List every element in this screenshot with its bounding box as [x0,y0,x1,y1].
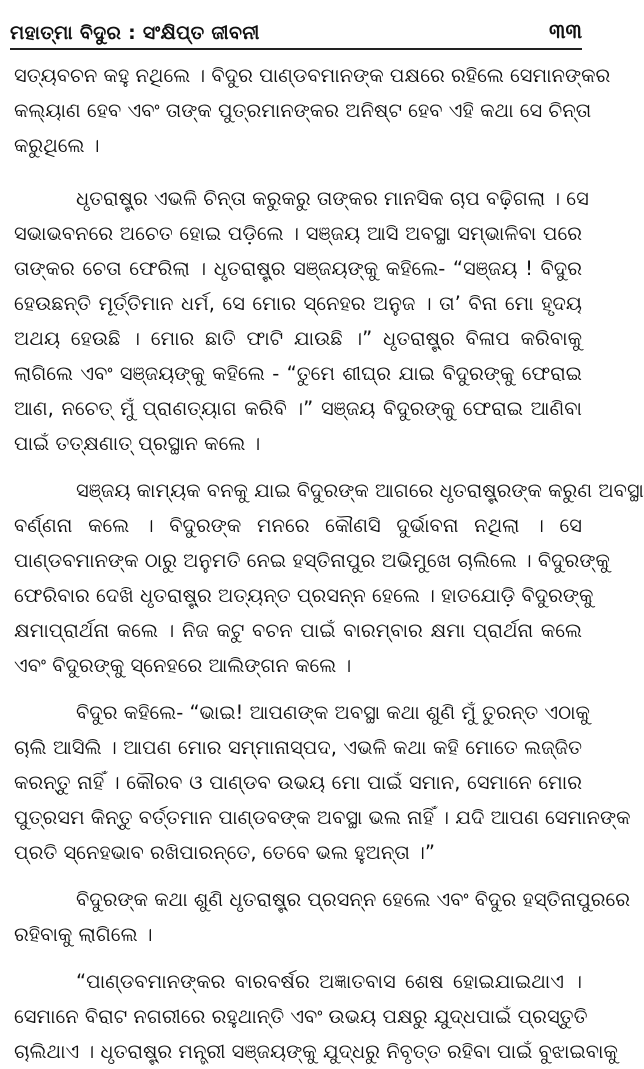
text-line: ସେମାନେ ବିରାଟ ନଗରୀରେ ରହୁଥାନ୍ତି ଏବଂ ଉଭୟ ପକ୍ଷରୁ ଯୁଦ୍ଧପାଇଁ ପ୍ରସ୍ତୁତି [14,1005,588,1028]
text-line: ଅଥୟ ହେଉଛି । ମୋର ଛାତି ଫାଟି ଯାଉଛି ।” ଧୃତରାଷ୍ଟ୍ର ବିଳାପ କରିବାକୁ [14,327,582,350]
text-line: ପ୍ରତି ସ୍ନେହଭାବ ରଖିପାରନ୍ତେ, ତେବେ ଭଲ ହୁଅନ୍ତା ।” [14,841,435,864]
paragraph [14,58,611,163]
text-line: ବିଦୁରଙ୍କ କଥା ଶୁଣି ଧୃତରାଷ୍ଟ୍ର ପ୍ରସନ୍ନ ହେଲେ ଏବଂ ବିଦୁର ହସ୍ତିନାପୁରରେ [76,888,631,911]
text-line: ଏବଂ ବିଦୁରଙ୍କୁ ସ୍ନେହରେ ଆଲିଙ୍ଗନ କଲେ । [14,654,352,677]
page-number: ୩୩ [548,19,582,43]
running-header [10,8,582,50]
paragraph [14,882,631,952]
text-line: ସଭାଭବନରେ ଅଚେତ ହୋଇ ପଡ଼ିଲେ । ସଞ୍ଜୟ ଆସି ଅବସ୍ଥା ସମ୍ଭାଳିବା ପରେ [14,222,582,245]
text-line: କରନ୍ତୁ ନାହିଁ । କୌରବ ଓ ପାଣ୍ଡବ ଉଭୟ ମୋ ପାଇଁ ସମାନ, ସେମାନେ ମୋର [14,771,582,794]
text-line: “ପାଣ୍ଡବମାନଙ୍କର ବାରବର୍ଷର ଅଜ୍ଞାତବାସ ଶେଷ ହୋଇଯାଇଥାଏ । [76,970,582,993]
text-line: ଚାଲିଥାଏ । ଧୃତରାଷ୍ଟ୍ର ମନ୍ତ୍ରୀ ସଞ୍ଜୟଙ୍କୁ ଯୁଦ୍ଧରୁ ନିବୃତ୍ତ ରହିବା ପାଇଁ ବୁଝାଇବାକୁ [14,1040,618,1063]
text-line: ପାଇଁ ତତ୍‌କ୍ଷଣାତ୍ ପ୍ରସ୍ଥାନ କଲେ । [14,432,261,455]
text-line: କରୁଥିଲେ । [14,134,100,157]
text-line: ଧୃତରାଷ୍ଟ୍ର ଏଭଳି ଚିନ୍ତା କରୁକରୁ ତାଙ୍କର ମାନସିକ ଚାପ ବଢ଼ିଗଲା । ସେ [76,187,589,210]
text-line: ଲାଗିଲେ ଏବଂ ସଞ୍ଜୟଙ୍କୁ କହିଲେ - “ତୁମେ ଶୀଘ୍ର ଯାଇ ବିଦୁରଙ୍କୁ ଫେରାଇ [14,362,582,385]
text-line: ପୁତ୍ରସମ କିନ୍ତୁ ବର୍ତ୍ତମାନ ପାଣ୍ଡବଙ୍କ ଅବସ୍ଥା ଭଲ ନାହିଁ । ଯଦି ଆପଣ ସେମାନଙ୍କ [14,806,631,829]
text-line: ହେଉଛନ୍ତି ମୂର୍ତ୍ତିମାନ ଧର୍ମ, ସେ ମୋର ସ୍ନେହର ଅନୁଜ । ତା’ ବିନା ମୋ ହୃଦୟ [14,292,582,315]
chapter-title: ମହାତ୍ମା ବିଦୁର : ସଂକ୍ଷିପ୍ତ ଜୀବନୀ [10,22,260,44]
text-line: ଫେରିବାର ଦେଖି ଧୃତରାଷ୍ଟ୍ର ଅତ୍ୟନ୍ତ ପ୍ରସନ୍ନ ହେଲେ । ହାତଯୋଡ଼ି ବିଦୁରଙ୍କୁ [14,584,594,607]
text-line: ବିଦୁର କହିଲେ- “ଭାଇ! ଆପଣଙ୍କ ଅବସ୍ଥା କଥା ଶୁଣି ମୁଁ ତୁରନ୍ତ ଏଠାକୁ [76,701,590,724]
paragraph [14,695,631,870]
body-text [14,58,644,1069]
text-line: ସତ୍ୟବଚନ କହୁ ନଥିଲେ । ବିଦୁର ପାଣ୍ଡବମାନଙ୍କ ପକ୍ଷରେ ରହିଲେ ସେମାନଙ୍କର [14,64,611,87]
paragraph [14,181,589,461]
text-line: ବର୍ଣ୍ଣନା କଲେ । ବିଦୁରଙ୍କ ମନରେ କୌଣସି ଦୁର୍ଭାବନା ନଥିଲା । ସେ [14,514,582,537]
paragraph [14,964,618,1069]
text-line: କ୍ଷମାପ୍ରାର୍ଥନା କଲେ । ନିଜ କଟୁ ବଚନ ପାଇଁ ବାରମ୍ବାର କ୍ଷମା ପ୍ରାର୍ଥନା କଲେ [14,619,582,642]
paragraph [14,473,644,683]
text-line: ତାଙ୍କର ଚେତା ଫେରିଲା । ଧୃତରାଷ୍ଟ୍ର ସଞ୍ଜୟଙ୍କୁ କହିଲେ- “ସଞ୍ଜୟ ! ବିଦୁର [14,257,582,280]
text-line: ପାଣ୍ଡବମାନଙ୍କ ଠାରୁ ଅନୁମତି ନେଇ ହସ୍ତିନାପୁର ଅଭିମୁଖେ ଚାଲିଲେ । ବିଦୁରଙ୍କୁ [14,549,610,572]
text-line: ଆଣ, ନଚେତ୍ ମୁଁ ପ୍ରାଣତ୍ୟାଗ କରିବି ।” ସଞ୍ଜୟ ବିଦୁରଙ୍କୁ ଫେରାଇ ଆଣିବା [14,397,582,420]
text-line: ସଞ୍ଜୟ କାମ୍ୟକ ବନକୁ ଯାଇ ବିଦୁରଙ୍କ ଆଗରେ ଧୃତରାଷ୍ଟ୍ରଙ୍କ କରୁଣ ଅବସ୍ଥା [76,479,644,502]
text-line: ରହିବାକୁ ଲାଗିଲେ । [14,923,153,946]
text-line: କଲ୍ୟାଣ ହେବ ଏବଂ ତାଙ୍କ ପୁତ୍ରମାନଙ୍କର ଅନିଷ୍ଟ ହେବ ଏହି କଥା ସେ ଚିନ୍ତା [14,99,592,122]
text-line: ଚାଲି ଆସିଲି । ଆପଣ ମୋର ସମ୍ମାନାସ୍ପଦ, ଏଭଳି କଥା କହି ମୋତେ ଲଜ୍ଜିତ [14,736,582,759]
